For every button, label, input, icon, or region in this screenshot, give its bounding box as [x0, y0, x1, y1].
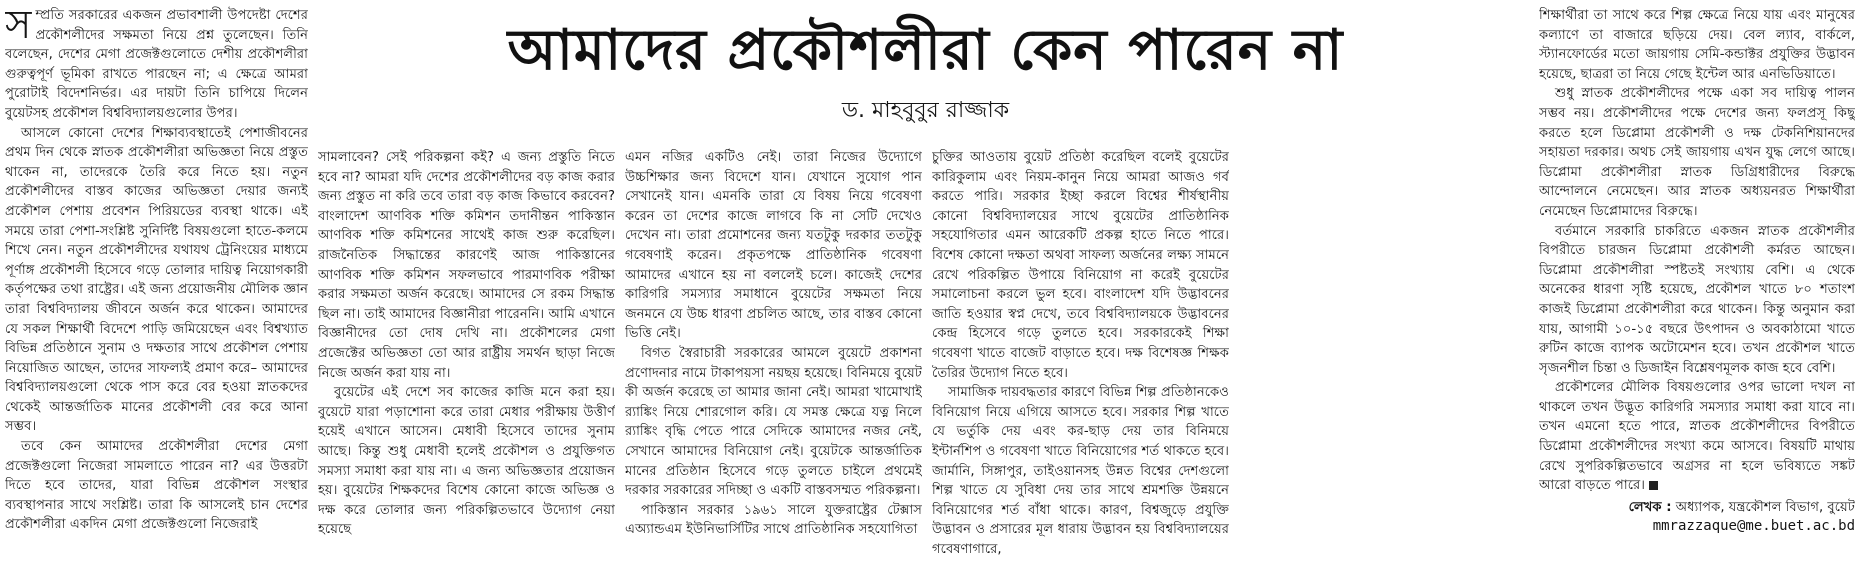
article-paragraph: সামাজিক দায়বদ্ধতার কারণে বিভিন্ন শিল্প প্রতিষ্ঠানকেও বিনিয়োগ নিয়ে এগিয়ে আসতে হবে। সরকার শিল্প খাতে যে ভর্তুকি দেয় এবং কর-ছাড় দেয় তার বিনিময়ে ইন্টার্নশিপ ও গবেষণা খাতে বিনিয়োগের শর্ত থাকতে হবে। জার্মানি, সিঙ্গাপুর, তাইওয়ানসহ উন্নত বিশ্বের দেশগুলো শিল্প খাতে যে সুবিধা দেয় তার সাথে শ্রমশক্তি উন্নয়নে বিনিয়োগের শর্ত বাঁধা থাকে। কারণ, বিশ্বজুড়ে প্রযুক্তি উদ্ভাবন ও প্রসারের মূল ধারায় উদ্ভাবন হয় বিশ্ববিদ্যালয়ের গবেষণাগারে, — [932, 385, 1229, 557]
author-email: mmrazzaque@me.buet.ac.bd — [1652, 518, 1855, 535]
article-byline: ড. মাহবুবুর রাজ্জাক — [841, 98, 1010, 123]
article-paragraph: শুধু স্নাতক প্রকৌশলীদের পক্ষে একা সব দায়িত্ব পালন সম্ভব নয়। প্রকৌশলীদের পক্ষে দেশের জন্য ফলপ্রসূ কিছু করতে হলে ডিপ্লোমা প্রকৌশলী ও দক্ষ টেকনিশিয়ানদের সহায়তা দরকার। অথচ সেই জায়গায় এখন যুদ্ধ লেগে আছে। ডিপ্লোমা প্রকৌশলীরা স্নাতক ডিগ্রিধারীদের বিরুদ্ধে আন্দোলনে নেমেছেন। আর স্নাতক অধ্যয়নরত শিক্ষার্থীরা নেমেছেন ডিপ্লোমাদের বিরুদ্ধে। — [1539, 86, 1855, 219]
author-label: লেখক : — [1628, 499, 1672, 515]
article-title: আমাদের প্রকৌশলীরা কেন পারেন না — [507, 17, 1344, 83]
article-paragraph: বিগত স্বৈরাচারী সরকারের আমলে বুয়েটে প্রকাশনা প্রণোদনার নামে টাকাপয়সা নয়ছয় হয়েছে। বিনিময়ে বুয়েট কী অর্জন করেছে তা আমার জানা নেই। আমরা খামোখাই র‍্যাঙ্কিং নিয়ে শোরগোল করি। যে সমস্ত ক্ষেত্রে যত্ন নিলে র‍্যাঙ্কিং বৃদ্ধি পেতে পারে সেদিকে আমাদের নজর নেই, সেখানে আমাদের বিনিয়োগ নেই। বুয়েটকে আন্তর্জাতিক মানের প্রতিষ্ঠান হিসেবে গড়ে তুলতে চাইলে প্রথমেই দরকার সরকারের সদিচ্ছা ও একটি বাস্তবসম্মত পরিকল্পনা। — [625, 345, 922, 499]
article-paragraph: আসলে কোনো দেশের শিক্ষাব্যবস্থাতেই পেশাজীবনের প্রথম দিন থেকে স্নাতক প্রকৌশলীরা অভিজ্ঞতা নিয়ে প্রস্তুত থাকেন না, তাদেরকে তৈরি করে নিতে হয়। নতুন প্রকৌশলীদের বাস্তব কাজের অভিজ্ঞতা দেয়ার জন্যই প্রকৌশল পেশায় প্রবেশন পিরিয়ডের ব্যবস্থা থাকে। এই সময়ে তারা পেশা-সংশ্লিষ্ট সুনির্দিষ্ট বিষয়গুলো হাতে-কলমে শিখে নেন। নতুন প্রকৌশলীদের যথাযথ ট্রেনিংয়ের মাধ্যমে পূর্ণাঙ্গ প্রকৌশলী হিসেবে গড়ে তোলার দায়িত্ব নিয়োগকারী কর্তৃপক্ষের তথা রাষ্ট্রের। এই জন্য প্রয়োজনীয় মৌলিক জ্ঞান তারা বিশ্ববিদ্যালয় জীবনে অর্জন করে থাকেন। আমাদের যে সকল শিক্ষার্থী বিদেশে পাড়ি জমিয়েছেন এবং বিশ্বখ্যাত বিভিন্ন প্রতিষ্ঠানে সুনাম ও দক্ষতার সাথে প্রকৌশল পেশায় নিয়োজিত আছেন, তাদের সাফল্যই প্রমাণ করে– আমাদের বিশ্ববিদ্যালয়গুলো থেকে পাস করে বের হওয়া স্নাতকদের থেকেই আন্তর্জাতিক মানের প্রকৌশলী বের করে আনা সম্ভব। — [5, 125, 308, 435]
article-paragraph: এমন নজির একটিও নেই। তারা নিজের উদ্যোগে উচ্চশিক্ষার জন্য বিদেশে যান। যেখানে সুযোগ পান সেখানেই যান। এমনকি তারা যে বিষয় নিয়ে গবেষণা করেন তা দেশের কাজে লাগবে কি না সেটি দেখেও দেখেন না। তারা প্রমোশনের জন্য যতটুকু দরকার ততটুকু গবেষণাই করেন। প্রকৃতপক্ষে প্রাতিষ্ঠানিক গবেষণা আমাদের এখানে হয় না বললেই চলে। কাজেই দেশের কারিগরি সমস্যার সমাধানে বুয়েটের সক্ষমতা নিয়ে জনমনে যে উচ্চ ধারণা প্রচলিত আছে, তার বাস্তব কোনো ভিত্তি নেই। — [625, 150, 922, 342]
author-description: অধ্যাপক, যন্ত্রকৌশল বিভাগ, বুয়েট — [1675, 499, 1855, 515]
article-column-1 — [5, 6, 308, 576]
article-column-2 — [318, 148, 615, 576]
article-paragraph: সামলাবেন? সেই পরিকল্পনা কই? এ জন্য প্রস্তুতি নিতে হবে না? আমরা যদি দেশের প্রকৌশলীদের বড় কাজ করার জন্য প্রস্তুত না করি তবে তারা বড় কাজ কিভাবে করবেন? বাংলাদেশ আণবিক শক্তি কমিশন তদানীন্তন পাকিস্তান আণবিক শক্তি কমিশনের সাথেই কাজ শুরু করেছিল। রাজনৈতিক সিদ্ধান্তের কারণেই আজ পাকিস্তানের আণবিক শক্তি কমিশন সফলভাবে পারমাণবিক পরীক্ষা করার সক্ষমতা অর্জন করেছে। আমাদের সে রকম সিদ্ধান্ত ছিল না। তাই আমাদের বিজ্ঞানীরা পারেননি। আমি এখানে বিজ্ঞানীদের তো দোষ দেখি না। প্রকৌশলের মেগা প্রজেক্টের অভিজ্ঞতা তো আর রাষ্ট্রীয় সমর্থন ছাড়া নিজে নিজে অর্জন করা যায় না। — [318, 150, 615, 381]
article-paragraph: বর্তমানে সরকারি চাকরিতে একজন স্নাতক প্রকৌশলীর বিপরীতে চারজন ডিপ্লোমা প্রকৌশলী কর্মরত আছেন। ডিপ্লোমা প্রকৌশলীরা স্পষ্টতই সংখ্যায় বেশি। এ থেকে অনেকের ধারণা সৃষ্টি হয়েছে, প্রকৌশল খাতে ৮০ শতাংশ কাজই ডিপ্লোমা প্রকৌশলীরা করে থাকেন। কিন্তু অনুমান করা যায়, আগামী ১০-১৫ বছরে উৎপাদন ও অবকাঠামো খাতে রুটিন কাজে ব্যাপক অটোমেশন হবে। তখন প্রকৌশল খাতে সৃজনশীল চিন্তা ও ডিজাইন বিশ্লেষণমূলক কাজ হবে বেশি। — [1539, 223, 1855, 376]
article-column-5 — [1539, 6, 1855, 576]
article-paragraph: চুক্তির আওতায় বুয়েট প্রতিষ্ঠা করেছিল বলেই বুয়েটের কারিকুলাম এবং নিয়ম-কানুন নিয়ে আমরা আজও গর্ব করতে পারি। সরকার ইচ্ছা করলে বিশ্বের শীর্ষস্থানীয় কোনো বিশ্ববিদ্যালয়ের সাথে বুয়েটের প্রাতিষ্ঠানিক সহযোগিতার এমন আরেকটি প্রকল্প হাতে নিতে পারে। বিশেষ কোনো দক্ষতা অথবা সাফল্য অর্জনের লক্ষ্য সামনে রেখে পরিকল্পিত উপায়ে বিনিয়োগ না করেই বুয়েটের সমালোচনা করলে ভুল হবে। বাংলাদেশ যদি উদ্ভাবনের জাতি হওয়ার স্বপ্ন দেখে, তবে বিশ্ববিদ্যালয়কে উদ্ভাবনের কেন্দ্র হিসেবে গড়ে তুলতে হবে। সরকারকেই শিক্ষা গবেষণা খাতে বাজেট বাড়াতে হবে। দক্ষ বিশেষজ্ঞ শিক্ষক তৈরির উদ্যোগ নিতে হবে। — [932, 150, 1229, 381]
article-paragraph: তবে কেন আমাদের প্রকৌশলীরা দেশের মেগা প্রজেক্টগুলো নিজেরা সামলাতে পারেন না? এর উত্তরটা দিতে হবে তাদের, যারা বিভিন্ন প্রকৌশল সংস্থার ব্যবস্থাপনার সাথে সংশ্লিষ্ট। তারা কি আসলেই চান দেশের প্রকৌশলীরা একদিন মেগা প্রজেক্টগুলো নিজেরাই — [5, 439, 308, 533]
article-paragraph: শিক্ষার্থীরা তা সাথে করে শিল্প ক্ষেত্রে নিয়ে যায় এবং মানুষের কল্যাণে তা বাজারে ছড়িয়ে দেয়। বেল ল্যাব, বার্কলে, স্ট্যানফোর্ডের মতো জায়গায় সেমি-কন্ডাক্টর প্রযুক্তির উদ্ভাবন হয়েছে, ছাত্ররা তা নিয়ে গেছে ইন্টেল আর এনভিডিয়াতে। — [1539, 8, 1855, 82]
end-mark-icon — [1649, 481, 1658, 490]
article-paragraph: সম্প্রতি সরকারের একজন প্রভাবশালী উপদেষ্টা দেশের প্রকৌশলীদের সক্ষমতা নিয়ে প্রশ্ন তুলেছেন। তিনি বলেছেন, দেশের মেগা প্রজেক্টগুলোতে দেশীয় প্রকৌশলীরা গুরুত্বপূর্ণ ভূমিকা রাখতে পারছেন না; এ ক্ষেত্রে আমরা পুরোটাই বিদেশনির্ভর। এর দায়টা তিনি চাপিয়ে দিলেন বুয়েটসহ প্রকৌশল বিশ্ববিদ্যালয়গুলোর উপর। — [5, 6, 308, 121]
article-paragraph: পাকিস্তান সরকার ১৯৬১ সালে যুক্তরাষ্ট্রের টেক্সাস এঅ্যান্ডএম ইউনিভার্সিটির সাথে প্রাতিষ্ঠানিক সহযোগিতা — [625, 502, 922, 538]
author-line — [1539, 498, 1855, 518]
article-paragraph: প্রকৌশলের মৌলিক বিষয়গুলোর ওপর ভালো দখল না থাকলে তখন উদ্ভূত কারিগরি সমস্যার সমাধা করা যাবে না। তখন এমনো হতে পারে, স্নাতক প্রকৌশলীদের বিপরীতে ডিপ্লোমা প্রকৌশলীদের সংখ্যা কমে আসবে। বিষয়টি মাথায় রেখে সুপরিকল্পিতভাবে অগ্রসর না হলে ভবিষ্যতে সঙ্কট আরো বাড়তে পারে। — [1539, 380, 1855, 494]
article-paragraph: বুয়েটের এই দেশে সব কাজের কাজি মনে করা হয়। বুয়েটে যারা পড়াশোনা করে তারা মেধার পরীক্ষায় উত্তীর্ণ হয়েই এখানে আসেন। মেধাবী হিসেবে তাদের সুনাম আছে। কিন্তু শুধু মেধাবী হলেই প্রকৌশল ও প্রযুক্তিগত সমস্যা সমাধা করা যায় না। এ জন্য অভিজ্ঞতার প্রয়োজন হয়। বুয়েটের শিক্ষকদের বিশেষ কোনো কাজে অভিজ্ঞ ও দক্ষ করে তোলার জন্য পরিকল্পিতভাবে উদ্যোগ নেয়া হয়েছে — [318, 385, 615, 538]
article-column-4 — [932, 148, 1229, 576]
article-column-3 — [625, 148, 922, 576]
drop-cap: স — [5, 6, 32, 48]
